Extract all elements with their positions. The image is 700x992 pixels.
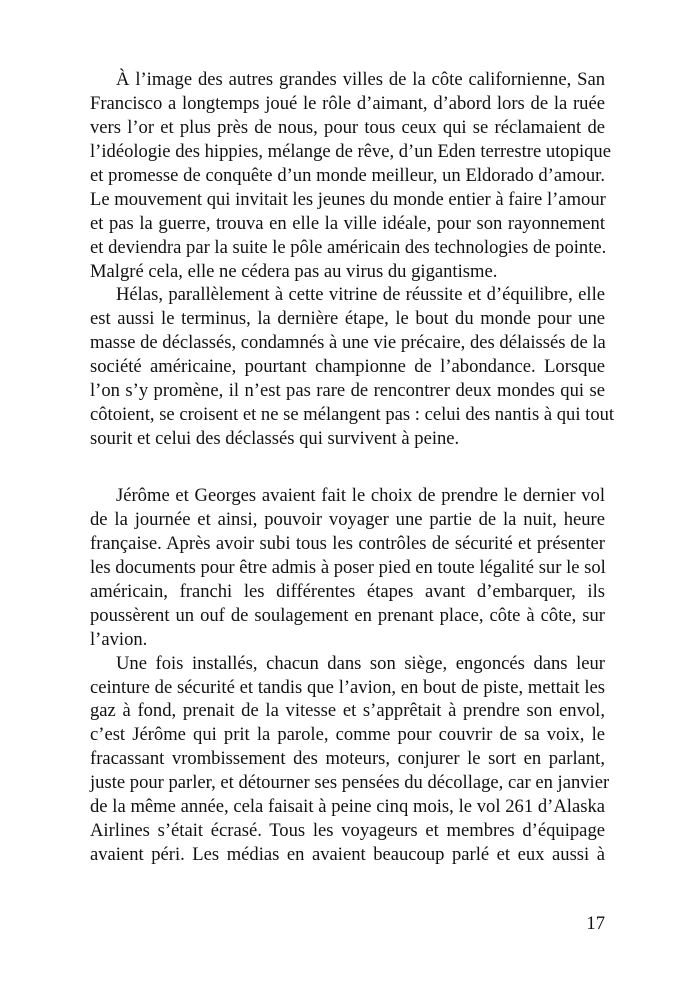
page-number: 17 — [586, 913, 605, 934]
text-line: sourit et celui des déclassés qui survivent à peine. — [90, 428, 460, 450]
text-section-1 — [90, 68, 615, 451]
text-line: fracassant vrombissement des moteurs, conjurer le sort en parlant, — [90, 748, 605, 770]
text-line: Une fois installés, chacun dans son siège, engoncés dans leur — [116, 652, 605, 674]
text-line: et promesse de conquête d’un monde meilleur, un Eldorado d’amour. — [90, 164, 605, 186]
text-line: côtoient, se croisent et ne se mélangent pas : celui des nantis à qui tout — [90, 404, 615, 426]
text-line: masse de déclassés, condamnés à une vie précaire, des délaissés de la — [90, 332, 606, 354]
text-line: de la même année, cela faisait à peine cinq mois, le vol 261 d’Alaska — [90, 796, 605, 818]
paragraph — [90, 652, 610, 867]
text-line: américain, franchi les différentes étapes avant d’embarquer, ils — [90, 580, 605, 602]
paragraph — [90, 283, 615, 451]
text-line: poussèrent un ouf de soulagement en prenant place, côte à côte, sur — [90, 604, 605, 626]
text-line: c’est Jérôme qui prit la parole, comme pour couvrir de sa voix, le — [90, 724, 605, 746]
text-line: et pas la guerre, trouva en elle la ville idéale, pour son rayonnement — [90, 212, 605, 234]
text-line: Le mouvement qui invitait les jeunes du monde entier à faire l’amour — [90, 188, 606, 210]
text-line: l’on s’y promène, il n’est pas rare de rencontrer deux mondes qui se — [90, 380, 605, 402]
text-line: Airlines s’était écrasé. Tous les voyageurs et membres d’équipage — [90, 820, 605, 842]
text-section-2 — [90, 484, 610, 867]
paragraph — [90, 68, 611, 283]
text-line: française. Après avoir subi tous les contrôles de sécurité et présenter — [90, 532, 605, 554]
text-line: vers l’or et plus près de nous, pour tous ceux qui se réclamaient de — [90, 116, 605, 138]
text-line: les documents pour être admis à poser pied en toute légalité sur le sol — [90, 556, 606, 578]
text-line: gaz à fond, prenait de la vitesse et s’apprêtait à prendre son envol, — [90, 700, 605, 722]
text-line: et deviendra par la suite le pôle américain des technologies de pointe. — [90, 236, 607, 258]
text-line: est aussi le terminus, la dernière étape, le bout du monde pour une — [90, 308, 605, 330]
text-line: juste pour parler, et détourner ses pensées du décollage, car en janvier — [90, 772, 610, 794]
text-line: l’idéologie des hippies, mélange de rêve, d’un Eden terrestre utopique — [90, 140, 611, 162]
text-line: Francisco a longtemps joué le rôle d’aimant, d’abord lors de la ruée — [90, 92, 605, 114]
text-line: société américaine, pourtant championne de l’abondance. Lorsque — [90, 356, 605, 378]
paragraph — [90, 484, 605, 652]
text-line: Malgré cela, elle ne cédera pas au virus du gigantisme. — [90, 260, 498, 282]
text-line: l’avion. — [90, 628, 148, 650]
text-line: avaient péri. Les médias en avaient beaucoup parlé et eux aussi à — [90, 844, 605, 866]
text-line: de la journée et ainsi, pouvoir voyager une partie de la nuit, heure — [90, 508, 605, 530]
text-line: Jérôme et Georges avaient fait le choix de prendre le dernier vol — [116, 485, 605, 506]
text-line: À l’image des autres grandes villes de la côte californienne, San — [116, 69, 605, 90]
text-line: ceinture de sécurité et tandis que l’avion, en bout de piste, mettait les — [90, 676, 605, 698]
text-line: Hélas, parallèlement à cette vitrine de réussite et d’équilibre, elle — [116, 284, 605, 306]
